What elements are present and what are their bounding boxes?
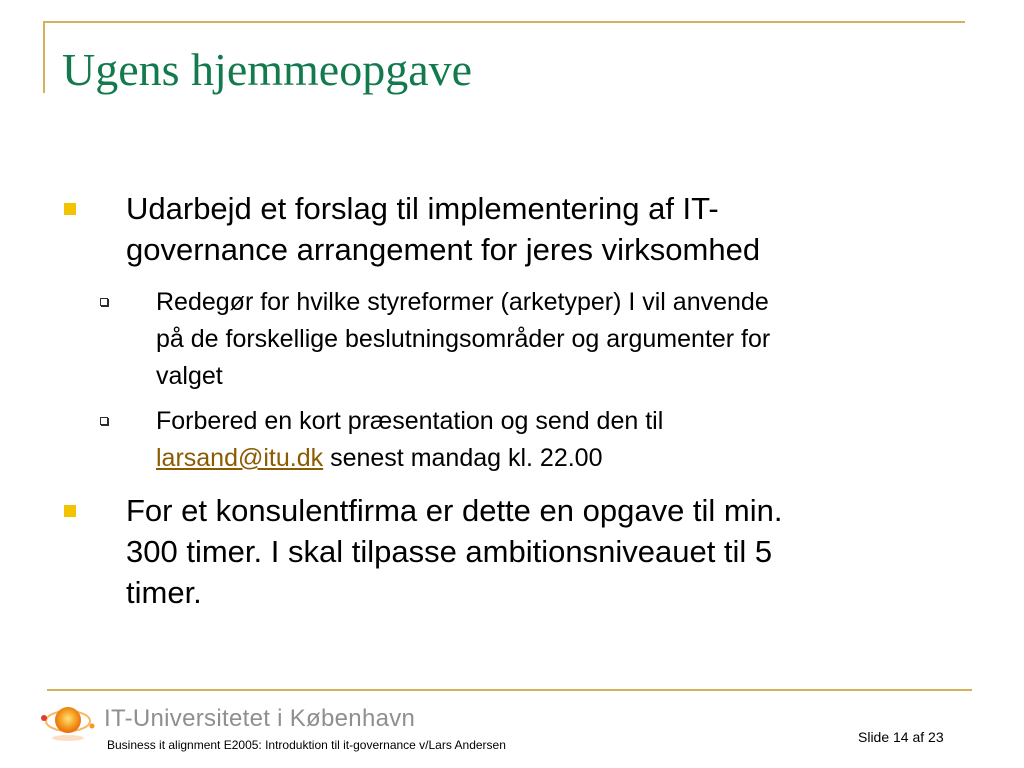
email-link[interactable]: larsand@itu.dk [156, 444, 324, 472]
bullet-1 [126, 188, 946, 270]
sub-bullet-2-line-1: Forbered en kort præsentation og send den til [156, 407, 664, 435]
left-frame-line [43, 21, 45, 93]
course-footer: Business it alignment E2005: Introduktion til it-governance v/Lars Andersen [107, 738, 506, 752]
sub-bullet-2 [156, 403, 946, 477]
itu-logo-icon [38, 696, 100, 746]
square-bullet-icon [64, 203, 76, 215]
bullet-1-line-2: governance arrangement for jeres virksomhed [126, 232, 761, 267]
deadline-text: senest mandag kl. 22.00 [330, 444, 603, 472]
bullet-2-line-1: For et konsulentfirma er dette en opgave til min. [126, 493, 783, 528]
sub-bullet-2-line-2 [156, 440, 946, 477]
bullet-2-line-3: timer. [126, 575, 202, 610]
bullet-2 [126, 490, 946, 613]
top-frame-line [43, 21, 965, 23]
bullet-2-line-2: 300 timer. I skal tilpasse ambitionsniveauet til 5 [126, 534, 773, 569]
footer-divider [47, 689, 972, 691]
square-bullet-icon [64, 505, 76, 517]
slide-number: Slide 14 af 23 [858, 729, 944, 745]
sub-bullet-1-line-2: på de forskellige beslutningsområder og argumenter for [156, 325, 771, 353]
university-name: IT-Universitetet i København [104, 705, 416, 732]
hollow-square-bullet-icon [100, 417, 108, 425]
sub-bullet-1 [156, 284, 946, 395]
sub-bullet-1-line-3: valget [156, 362, 223, 390]
sub-bullet-1-line-1: Redegør for hvilke styreformer (arketyper) I vil anvende [156, 288, 769, 316]
bullet-1-line-1: Udarbejd et forslag til implementering af IT- [126, 191, 719, 226]
hollow-square-bullet-icon [100, 298, 108, 306]
slide-title: Ugens hjemmeopgave [62, 44, 473, 95]
